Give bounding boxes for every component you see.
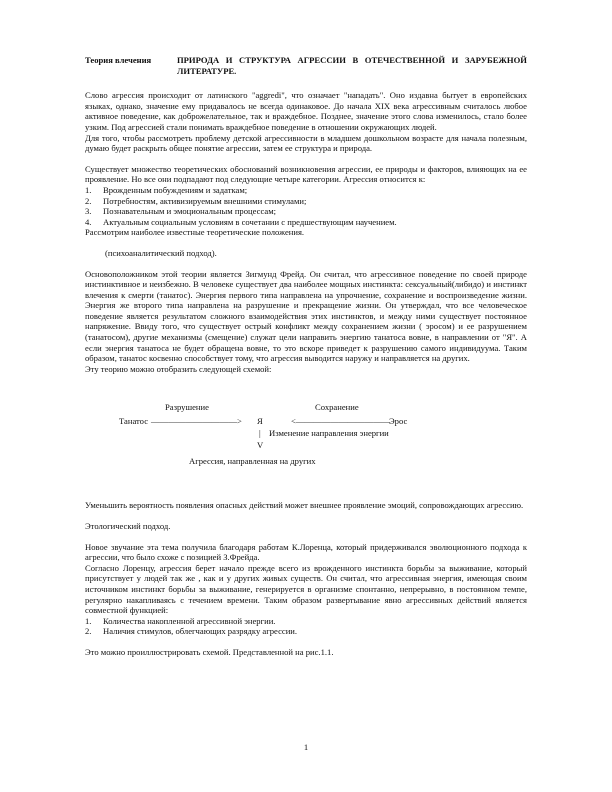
diagram-ego-label: Я <box>257 416 263 427</box>
list-item <box>85 616 527 627</box>
list-item <box>85 206 527 217</box>
list-text: Наличия стимулов, облегчающих разрядку агрессии. <box>103 626 298 637</box>
list-text: Количества накопленной агрессивной энергии. <box>103 615 276 626</box>
ethology-closing: Это можно проиллюстрировать схемой. Представленной на рис.1.1. <box>85 646 334 657</box>
title-prefix: Теория влечения <box>85 55 152 65</box>
scheme-intro: Эту теорию можно отобразить следующей схемой: <box>85 363 272 374</box>
ethology-section <box>85 542 527 637</box>
intro-paragraph: Слово агрессия происходит от латинского "aggredi", что означает "нападать". Оно издавна бытует в европейских языках, однако, значение ему придавалось не всегда одинаковое. До начала XIX века агрессивным считалось любое активное поведение, как доброжелательное, так и враждебное. Позднее, значение этого слова изменилось, стало более узким. Под агрессией стали понимать враждебное поведение в отношении окружающих людей. <box>85 90 527 132</box>
diagram-destruction-label: Разрушение <box>165 402 209 413</box>
title-row <box>85 55 527 76</box>
diagram-left-arrow: ——————————> <box>151 416 242 427</box>
freud-scheme-diagram <box>85 380 527 488</box>
list-text: Актуальным социальным условиям в сочетании с предшествующим научением. <box>103 216 397 227</box>
intro-paragraph: Для того, чтобы рассмотреть проблему детской агрессивности в младшем дошкольном возрасте для начала полезным, думаю будет раскрыть общее понятие агрессии, затем ее структура и природа. <box>85 132 527 154</box>
diagram-thanatos-label: Танатос <box>119 416 149 427</box>
list-number: 1. <box>85 615 92 626</box>
ethology-list <box>85 616 527 637</box>
list-number: 2. <box>85 195 92 206</box>
diagram-aggression-label: Агрессия, направленная на других <box>189 456 316 467</box>
freud-paragraph: Основоположником этой теории является Зигмунд Фрейд. Он считал, что агрессивное поведение по своей природе инстинктивное и неизбежно. В человеке существует два наиболее мощных инстинкта: сексуальный(либидо) и инстинкт влечения к смерти (танатос). Энергия первого типа направлена на упрочнение, сохранение и воспроизведение жизни. Энергия же второго типа направлена на разрушение и прекращение жизни. Он утверждал, что все человеческое поведение является результатом сложного взаимодействия этих инстинктов, и между ними существует постоянное напряжение. Ввиду того, что существует острый конфликт между сохранением жизни ( эросом) и ее разрушением (танатосом), другие механизмы (смещение) служат цели направить энергию танатоса вовне, в направлении от "Я". А если энергия танатоса не будет обращена вовне, то это вскоре приведет к разрушению самого индивидуума. Таким образом, танатос косвенно способствует тому, что агрессия выводится наружу и направляется на других. <box>85 268 527 364</box>
list-number: 2. <box>85 626 92 637</box>
list-text: Врожденным побуждениям и задаткам; <box>103 184 248 195</box>
page-title: ПРИРОДА И СТРУКТУРА АГРЕССИИ В ОТЕЧЕСТВЕННОЙ И ЗАРУБЕЖНОЙ ЛИТЕРАТУРЕ. <box>177 55 527 76</box>
list-item <box>85 196 527 207</box>
intro-section <box>85 90 527 154</box>
list-number: 4. <box>85 216 92 227</box>
diagram-down-arrow: V <box>257 440 264 451</box>
ethology-paragraph: Согласно Лоренцу, агрессия берет начало прежде всего из врожденного инстинкта борьбы за выживание, который присутствует у людей так же , как и у других живых существ. Он считал, что агрессивная энергия, имеющая своим источником инстинкт борьбы за выживание, генерируется в организме спонтанно, непрерывно, в постоянном темпе, регулярно накапливаясь с течением времени. Таким образом развертывание явно агрессивных действий является совместной функцией: <box>85 562 527 616</box>
list-number: 1. <box>85 184 92 195</box>
theories-lead: Существует множество теоретических обоснований возникновения агрессии, ее природы и факторов, влияющих на ее проявление. Но все они подпадают под следующие четыре категории. Агрессия относится к: <box>85 163 527 185</box>
list-text: Познавательным и эмоциональным процессам; <box>103 206 277 217</box>
ethology-heading: Этологический подход. <box>85 521 171 532</box>
diagram-eros-label: Эрос <box>389 416 408 427</box>
diagram-preservation-label: Сохранение <box>315 402 359 413</box>
subheading: (психоаналитический подход). <box>105 247 217 258</box>
reduce-paragraph: Уменьшить вероятность появления опасных действий может внешнее проявление эмоций, сопровождающих агрессию. <box>85 500 524 511</box>
diagram-vertical-line: | <box>259 428 261 439</box>
theories-list <box>85 185 527 227</box>
document-page <box>85 55 527 658</box>
list-item <box>85 626 527 637</box>
list-text: Потребностям, активизируемым внешними стимулами; <box>103 195 307 206</box>
list-item <box>85 217 527 228</box>
theories-section <box>85 164 527 238</box>
diagram-right-arrow: <——————————— <box>291 416 391 427</box>
page-number: 1 <box>303 742 309 752</box>
theories-tail: Рассмотрим наиболее известные теоретические положения. <box>85 227 305 238</box>
list-number: 3. <box>85 206 92 217</box>
ethology-paragraph: Новое звучание эта тема получила благодаря работам К.Лоренца, который придерживался эволюционного подхода к агрессии, что было схоже с позицией З.Фрейда. <box>85 541 527 563</box>
list-item <box>85 185 527 196</box>
diagram-change-label: Изменение направления энергии <box>269 428 389 439</box>
